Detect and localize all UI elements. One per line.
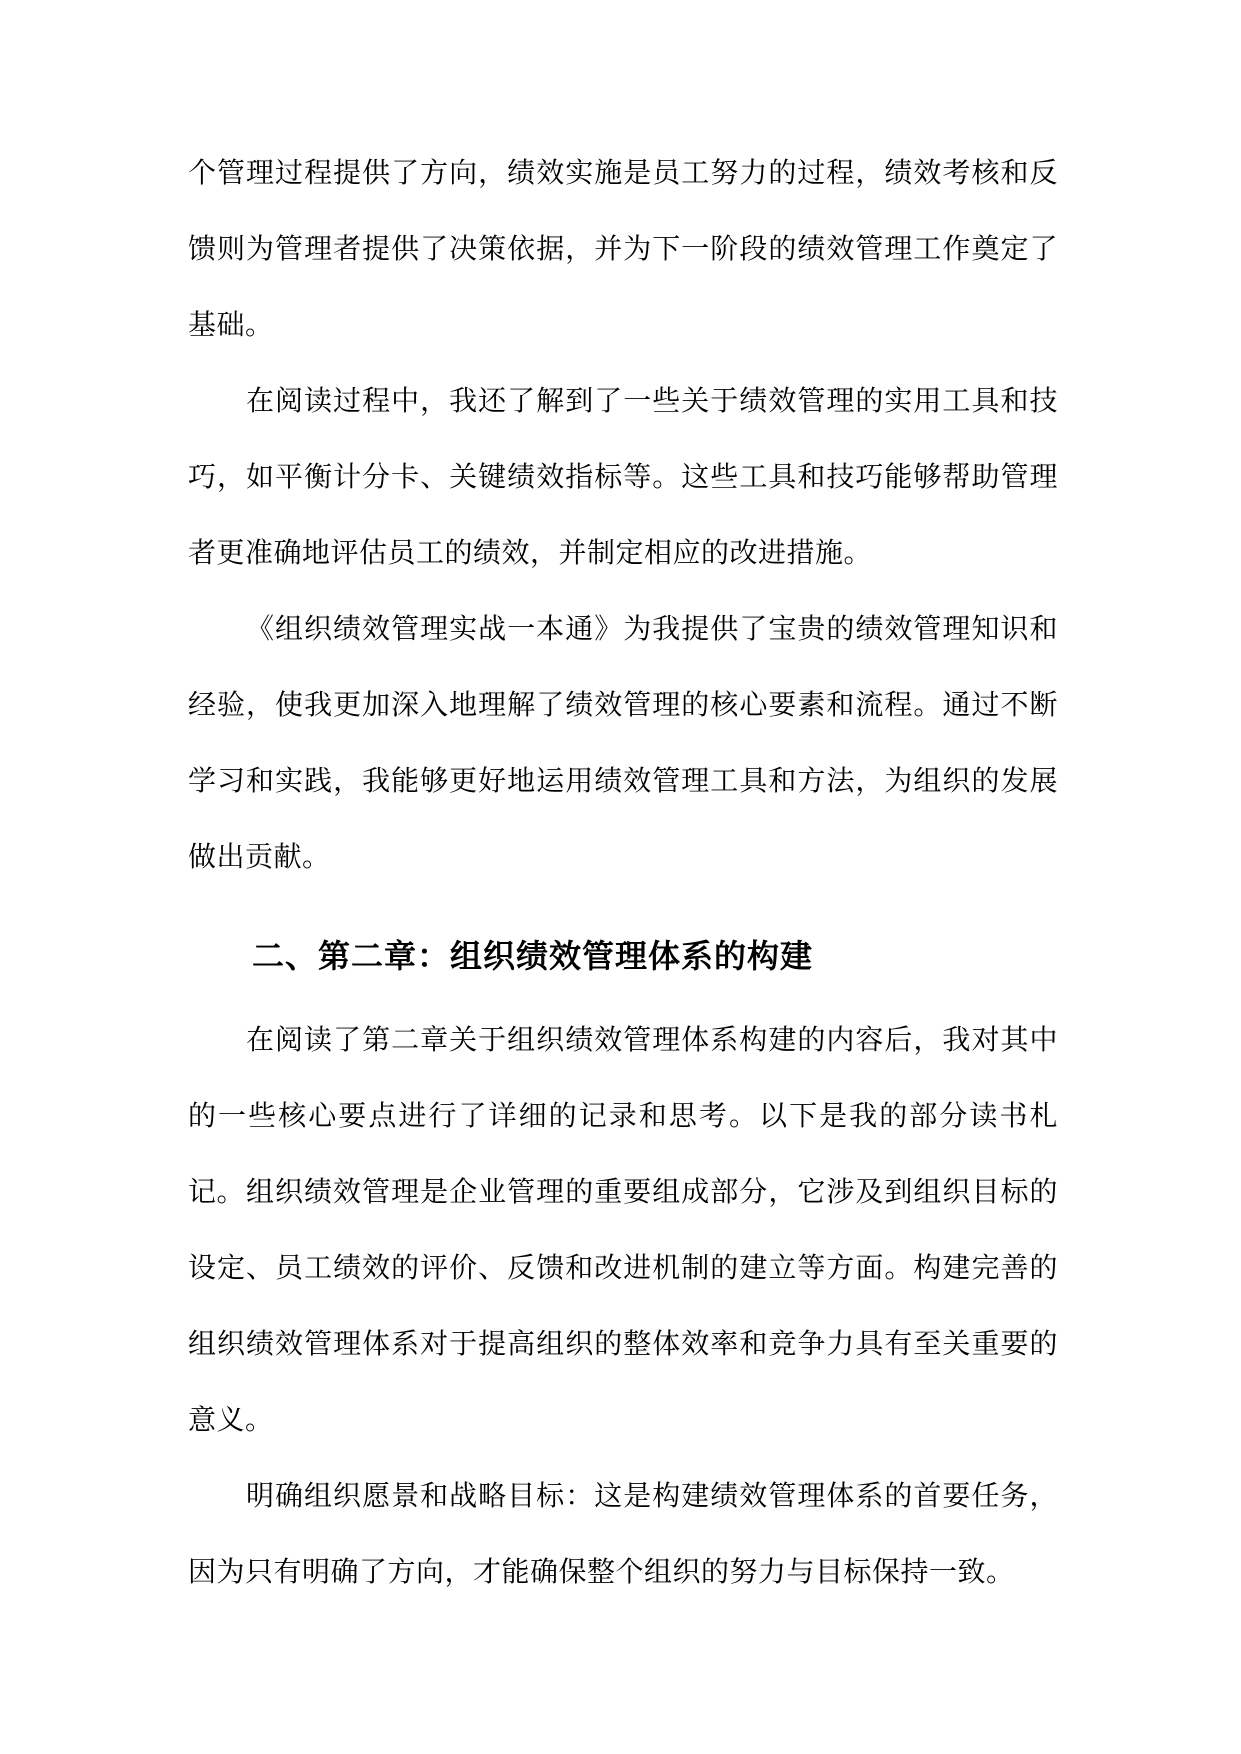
section-heading: 二、第二章：组织绩效管理体系的构建 bbox=[252, 937, 814, 975]
paragraph-chapter-intro: 在阅读了第二章关于组织绩效管理体系构建的内容后，我对其中的一些核心要点进行了详细的记录和思考。以下是我的部分读书札记。 bbox=[188, 1023, 1058, 1208]
paragraph-performance-system: 组织绩效管理是企业管理的重要组成部分，它涉及到组织目标的设定、员工绩效的评价、反馈和改进机制的建立等方面。构建完善的组织绩效管理体系对于提高组织的整体效率和竞争力具有至关重要的意义。 bbox=[188, 1175, 1058, 1436]
paragraph-continuation: 个管理过程提供了方向，绩效实施是员工努力的过程，绩效考核和反馈则为管理者提供了决策依据，并为下一阶段的绩效管理工作奠定了基础。 bbox=[188, 156, 1058, 341]
paragraph-vision-goals: 明确组织愿景和战略目标：这是构建绩效管理体系的首要任务，因为只有明确了方向，才能确保整个组织的努力与目标保持一致。 bbox=[188, 1479, 1058, 1588]
paragraph-tools: 在阅读过程中，我还了解到了一些关于绩效管理的实用工具和技巧，如平衡计分卡、关键绩效指标等。这些工具和技巧能够帮助管理者更准确地评估员工的绩效，并制定相应的改进措施。 bbox=[188, 384, 1058, 569]
paragraph-book-summary: 《组织绩效管理实战一本通》为我提供了宝贵的绩效管理知识和经验，使我更加深入地理解了绩效管理的核心要素和流程。通过不断学习和实践，我能够更好地运用绩效管理工具和方法，为组织的发展做出贡献。 bbox=[188, 612, 1058, 873]
